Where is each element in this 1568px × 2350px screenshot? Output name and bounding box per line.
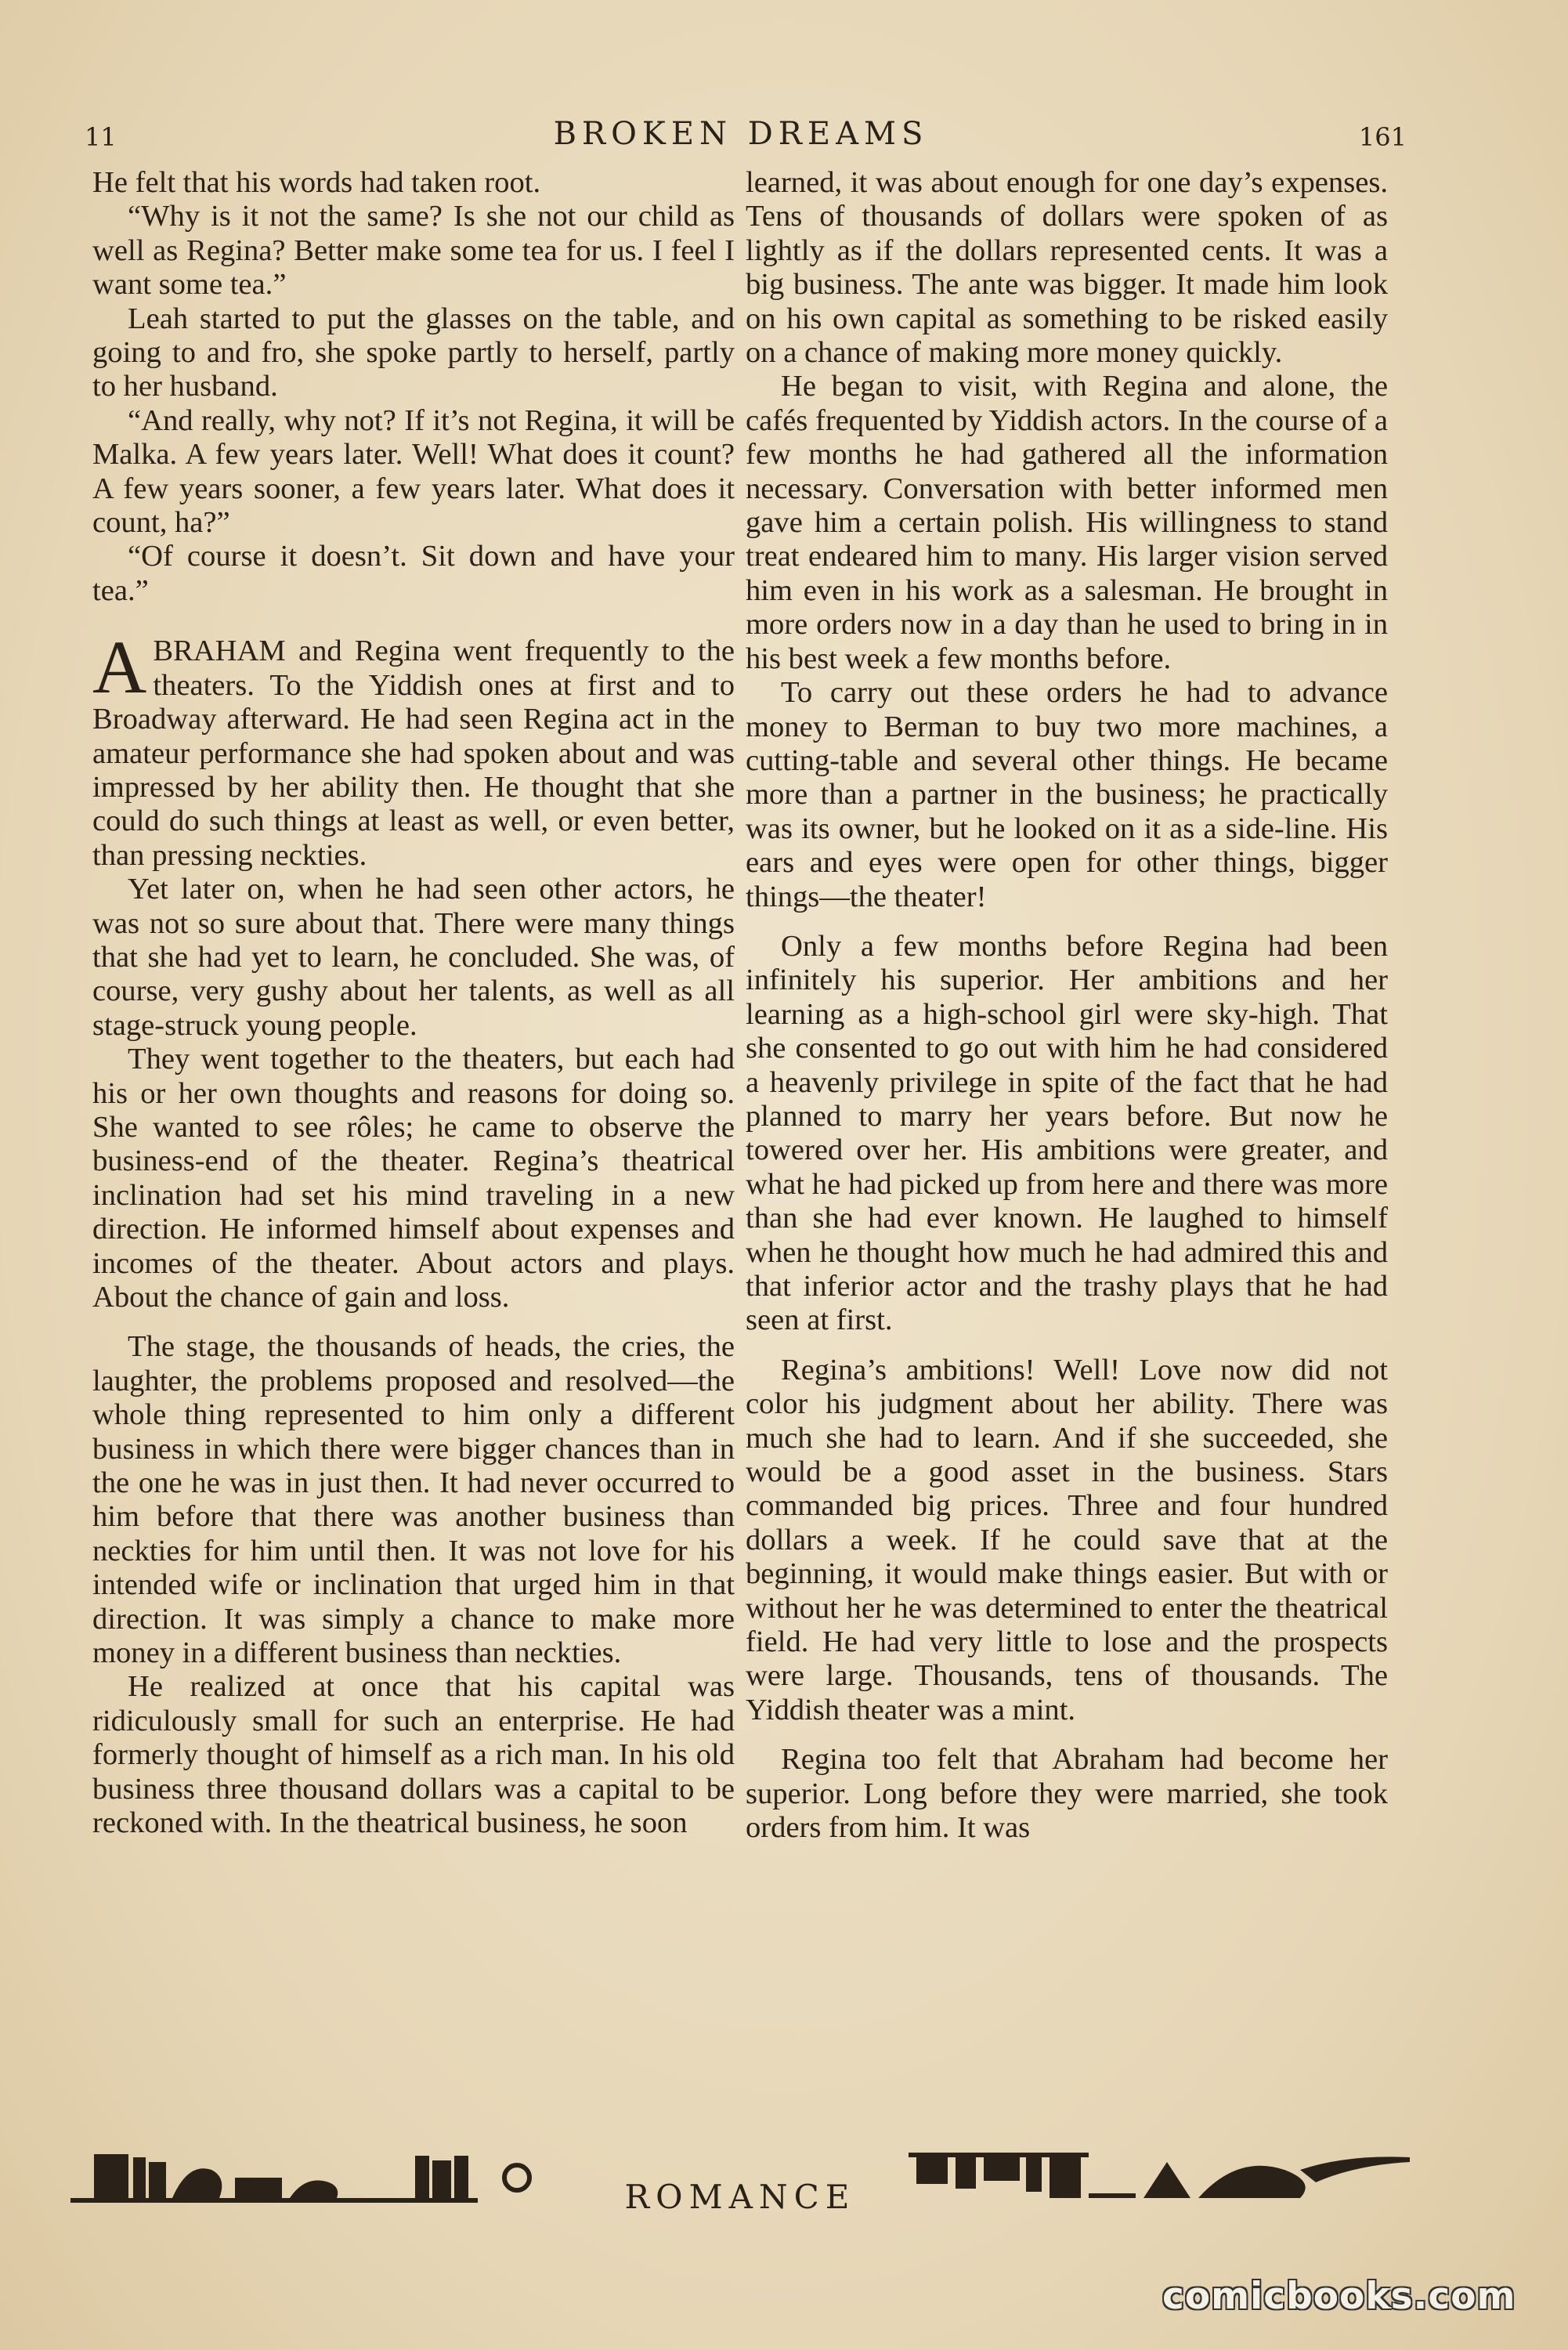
page-number: 161 <box>1358 122 1407 152</box>
paragraph: Only a few months before Regina had been infinitely his superior. Her ambitions and her learning as a high-school girl were sky-high. That she consented to go out with him he had considered a heavenly privilege in spite of the fact that he had planned to marry her years before. But now he towered over her. His ambitions were greater, and what he had picked up from here and there was more than she had ever known. He laughed to himself when he thought how much he had admired this and that inferior actor and the trashy plays that he had seen at first. <box>746 929 1388 1337</box>
paragraph: He began to visit, with Regina and alone, the cafés frequented by Yiddish actors. In the course of a few months he had gathered all the information necessary. Conversation with better informed men gave him a certain polish. His willingness to stand treat endeared him to many. His larger vision served him even in his work as a salesman. He brought in more orders now in a day than he used to bring in in his best week a few months before. <box>746 370 1388 675</box>
paragraph: Regina’s ambitions! Well! Love now did not color his judgment about her ability. There was much she had to learn. And if she succeeded, she would be a good asset in the business. Stars commanded big prices. Three and four hundred dollars a week. If he could save that at the beginning, it would make things easier. But with or without her he was determined to enter the theatrical field. He had very little to lose and the prospects were large. Thousands, tens of thousands. The Yiddish theater was a mint. <box>746 1353 1388 1726</box>
paragraph: “Why is it not the same? Is she not our child as well as Regina? Better make some tea for us. I feel I want some tea.” <box>92 200 735 302</box>
story-title: BROKEN DREAMS <box>553 116 929 152</box>
right-ornament-icon <box>909 2146 1418 2209</box>
paragraph: He realized at once that his capital was ridiculously small for such an enterprise. He had formerly thought of himself as a rich man. In his old business three thousand dollars was a capital to be reckoned with. In the theatrical business, he soon <box>92 1670 735 1840</box>
running-header <box>75 116 1407 163</box>
paragraph: The stage, the thousands of heads, the cries, the laughter, the problems proposed and resolved—the whole thing represented to him only a different business in which there were bigger chances than in the one he was in just then. It had never occurred to him before that there was another business than neckties for him until then. It was not love for his intended wife or inclination that urged him in that direction. It was simply a chance to make more money in a different business than neckties. <box>92 1330 735 1670</box>
paragraph: Yet later on, when he had seen other actors, he was not so sure about that. There were many things that she had yet to learn, he concluded. She was, of course, very gushy about her talents, as well as all stage-struck young people. <box>92 873 735 1042</box>
right-column <box>746 166 1388 1846</box>
paragraph: He felt that his words had taken root. <box>92 166 541 199</box>
paragraph: learned, it was about enough for one day’s expenses. Tens of thousands of dollars were spoken of as lightly as if the dollars represented cents. It was a big business. The ante was bigger. It made him look on his own capital as something to be risked easily on a chance of making more money quickly. <box>746 166 1388 370</box>
paragraph: “And really, why not? If it’s not Regina, it will be Malka. A few years later. Well! What does it count? A few years sooner, a few years later. What does it count, ha?” <box>92 403 735 540</box>
site-watermark: comicbooks.com <box>1162 2275 1516 2318</box>
paragraph: They went together to the theaters, but each had his or her own thoughts and reasons for doing so. She wanted to see rôles; he came to observe the business-end of the theater. Regina’s theatrical inclination had set his mind traveling in a new direction. He informed himself about expenses and incomes of the theater. About actors and plays. About the chance of gain and loss. <box>92 1043 735 1314</box>
page-footer <box>63 2146 1418 2217</box>
paragraph-text: BRAHAM and Regina went frequently to the theaters. To the Yiddish ones at first and to Broadway afterward. He had seen Regina act in the amateur performance she had spoken about and was impressed by her ability then. He thought that she could do such things at least as well, or even better, than pressing neckties. <box>92 634 735 872</box>
paragraph: Regina too felt that Abraham had become her superior. Long before they were married, she took orders from him. It was <box>746 1743 1388 1845</box>
paragraph: “Of course it doesn’t. Sit down and have your tea.” <box>92 540 735 607</box>
paragraph: Leah started to put the glasses on the table, and going to and fro, she spoke partly to herself, partly to her husband. <box>92 302 735 403</box>
issue-number: 11 <box>85 122 117 152</box>
drop-cap: A <box>92 625 147 710</box>
left-column <box>92 166 735 1841</box>
paragraph: To carry out these orders he had to advance money to Berman to buy two more machines, a cutting-table and several other things. He became more than a partner in the business; he practically was its owner, but he looked on it as a side-line. His ears and eyes were open for other things, bigger things—the theater! <box>746 676 1388 913</box>
magazine-name: ROMANCE <box>624 2178 856 2216</box>
section-opening-paragraph <box>92 625 735 873</box>
